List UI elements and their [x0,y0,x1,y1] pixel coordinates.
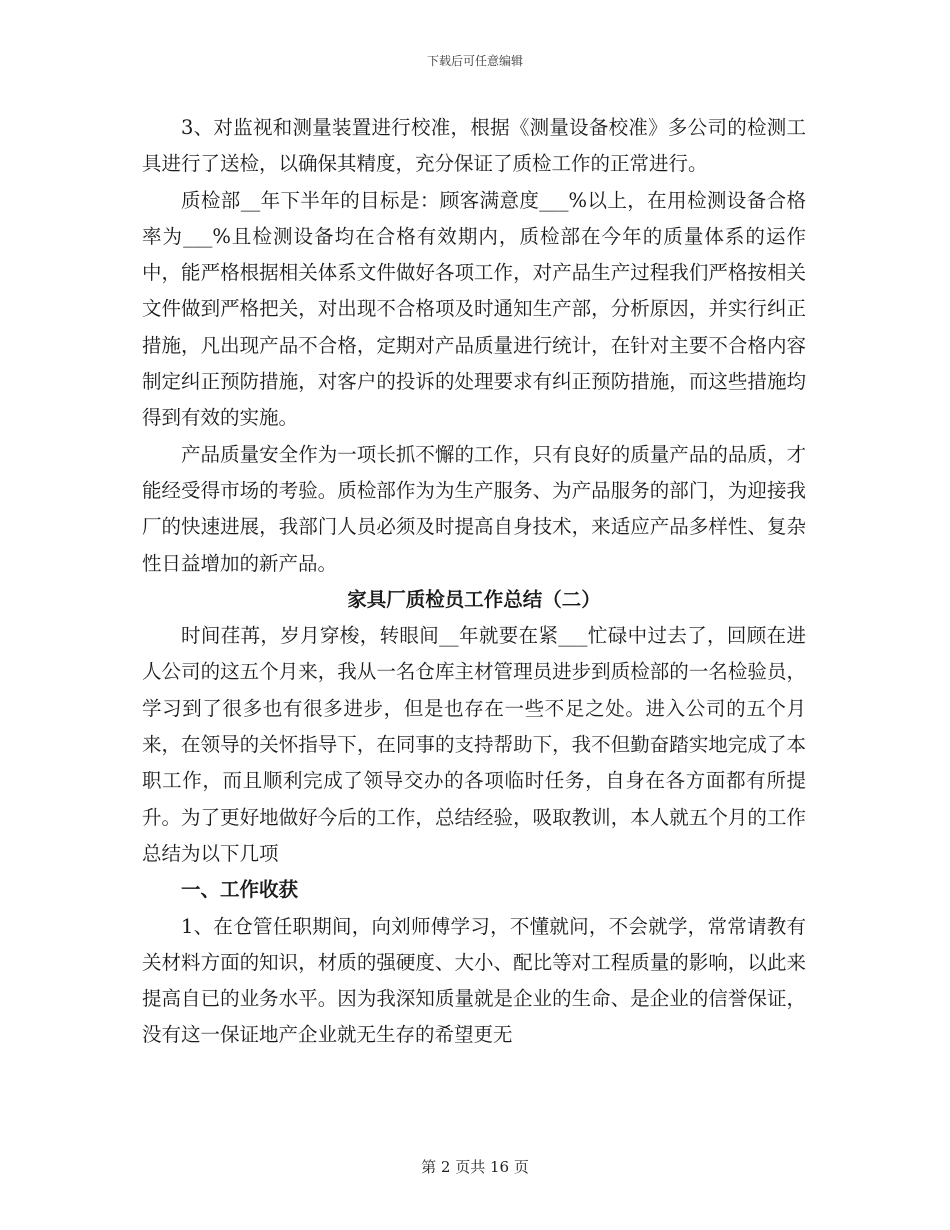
page-footer: 第 2 页共 16 页 [421,1158,529,1176]
paragraph-calibration: 3、对监视和测量装置进行校准，根据《测量设备校准》多公司的检测工具进行了送检，以确保其精度，充分保证了质检工作的正常进行。 [142,116,806,176]
paragraph-goals: 质检部__年下半年的目标是：顾客满意度___%以上，在用检测设备合格率为___%且检测设备均在合格有效期内，质检部在今年的质量体系的运作中，能严格根据相关体系文件做好各项工作，对产品生产过程我们严格按相关文件做到严格把关，对出现不合格项及时通知生产部，分析原因，并实行纠正措施，凡出现产品不合格，定期对产品质量进行统计，在针对主要不合格内容制定纠正预防措施，对客户的投诉的处理要求有纠正预防措施，而这些措施均得到有效的实施。 [142,188,806,430]
heading-work-gains: 一、工作收获 [181,878,299,902]
section-title: 家具厂质检员工作总结（二） [347,587,601,611]
document-body [142,110,806,1054]
paragraph-intro: 时间荏苒，岁月穿梭，转眼间__年就要在紧___忙碌中过去了，回顾在进人公司的这五个月来，我从一名仓库主材管理员进步到质检部的一名检验员，学习到了很多也有很多进步，但是也存在一些不足之处。进入公司的五个月来，在领导的关怀指导下，在同事的支持帮助下，我不但勤奋踏实地完成了本职工作，而且顺利完成了领导交办的各项临时任务，自身在各方面都有所提升。为了更好地做好今后的工作，总结经验，吸取教训，本人就五个月的工作总结为以下几项 [142,624,806,865]
page-header: 下载后可任意编辑 [426,54,523,68]
paragraph-quality-safety: 产品质量安全作为一项长抓不懈的工作，只有良好的质量产品的品质，才能经受得市场的考验。质检部作为为生产服务、为产品服务的部门，为迎接我厂的快速进展，我部门人员必须及时提高自身技术，来适应产品多样性、复杂性日益增加的新产品。 [142,442,806,575]
paragraph-warehouse: 1、在仓管任职期间，向刘师傅学习，不懂就问，不会就学，常常请教有关材料方面的知识，材质的强硬度、大小、配比等对工程质量的影响，以此来提高自已的业务水平。因为我深知质量就是企业的生命、是企业的信誉保证，没有这一保证地产企业就无生存的希望更无 [142,914,806,1047]
